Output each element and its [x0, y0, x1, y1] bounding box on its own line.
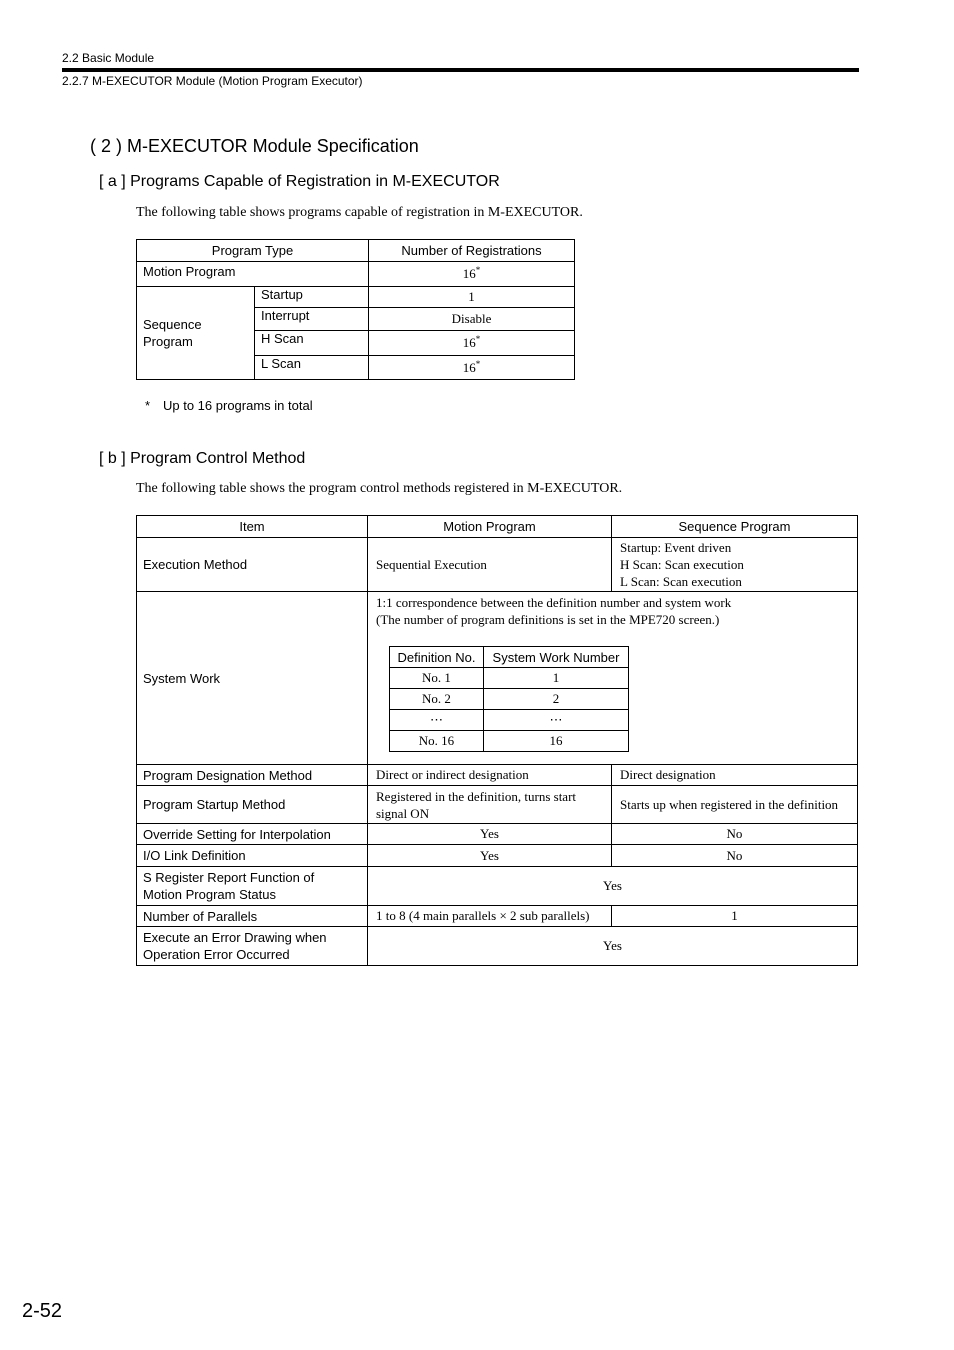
running-header-section: 2.2 Basic Module — [62, 51, 155, 65]
system-work-number-ellipsis: ⋯ — [484, 710, 629, 731]
footnote-mark: * — [145, 398, 151, 413]
sequence-io-link: No — [612, 845, 858, 867]
motion-program-value: 16* — [369, 262, 575, 287]
control-method-table — [136, 515, 858, 966]
page-number: 2-52 — [22, 1300, 63, 1322]
col-header-program-type: Program Type — [137, 240, 369, 262]
definition-table — [389, 646, 629, 752]
item-error-drawing: Execute an Error Drawing when Operation Error Occurred — [137, 927, 368, 966]
item-system-work: System Work — [137, 592, 368, 765]
definition-no-ellipsis: ⋯ — [390, 710, 484, 731]
running-header-subsection: 2.2.7 M-EXECUTOR Module (Motion Program Executor) — [62, 74, 363, 88]
motion-io-link: Yes — [368, 845, 612, 867]
motion-program-label: Motion Program — [137, 262, 369, 287]
part-b-title: [ b ] Program Control Method — [99, 450, 306, 467]
sequence-value-interrupt: Disable — [369, 308, 575, 331]
col-header-motion-program: Motion Program — [368, 516, 612, 538]
motion-parallels: 1 to 8 (4 main parallels × 2 sub parallels) — [368, 906, 612, 927]
s-register-value: Yes — [368, 867, 858, 906]
part-a-title: [ a ] Programs Capable of Registration in M-EXECUTOR — [99, 173, 500, 190]
system-work-number-cell: 1 — [484, 668, 629, 689]
item-override-setting: Override Setting for Interpolation — [137, 824, 368, 845]
error-drawing-value: Yes — [368, 927, 858, 966]
system-work-number-cell: 16 — [484, 731, 629, 752]
system-work-number-cell: 2 — [484, 689, 629, 710]
part-b-intro: The following table shows the program control methods registered in M-EXECUTOR. — [136, 481, 623, 496]
motion-execution-method: Sequential Execution — [368, 538, 612, 592]
footnote-text: Up to 16 programs in total — [163, 398, 313, 413]
col-header-item: Item — [137, 516, 368, 538]
item-io-link-definition: I/O Link Definition — [137, 845, 368, 867]
header-rule — [62, 68, 859, 72]
sequence-value-startup: 1 — [369, 287, 575, 308]
item-number-of-parallels: Number of Parallels — [137, 906, 368, 927]
item-s-register-report: S Register Report Function of Motion Program Status — [137, 867, 368, 906]
sequence-execution-method: Startup: Event driven H Scan: Scan execution L Scan: Scan execution — [612, 538, 858, 592]
sequence-type-startup: Startup — [255, 287, 369, 308]
sequence-startup: Starts up when registered in the definition — [612, 786, 858, 824]
item-program-startup-method: Program Startup Method — [137, 786, 368, 824]
item-program-designation-method: Program Designation Method — [137, 765, 368, 786]
sequence-type-l-scan: L Scan — [255, 356, 369, 380]
footnote — [145, 398, 313, 413]
system-work-content: 1:1 correspondence between the definition number and system work (The number of program definitions is set in the MPE720 screen.) Definition No. System Work Number No. 1 1 No. 2 2 ⋯ ⋯ No. 16 16 — [368, 592, 858, 765]
sequence-designation: Direct designation — [612, 765, 858, 786]
sequence-value-h-scan: 16* — [369, 331, 575, 356]
sequence-program-label: Sequence Program — [137, 287, 255, 380]
sequence-override: No — [612, 824, 858, 845]
motion-designation: Direct or indirect designation — [368, 765, 612, 786]
col-header-number-of-registrations: Number of Registrations — [369, 240, 575, 262]
definition-no-cell: No. 1 — [390, 668, 484, 689]
sequence-type-h-scan: H Scan — [255, 331, 369, 356]
sequence-value-l-scan: 16* — [369, 356, 575, 380]
part-a-intro: The following table shows programs capable of registration in M-EXECUTOR. — [136, 205, 583, 220]
definition-no-cell: No. 16 — [390, 731, 484, 752]
inner-header-system-work-number: System Work Number — [484, 647, 629, 668]
motion-override: Yes — [368, 824, 612, 845]
motion-startup: Registered in the definition, turns start signal ON — [368, 786, 612, 824]
inner-header-definition-no: Definition No. — [390, 647, 484, 668]
registration-table — [136, 239, 575, 380]
item-execution-method: Execution Method — [137, 538, 368, 592]
definition-no-cell: No. 2 — [390, 689, 484, 710]
col-header-sequence-program: Sequence Program — [612, 516, 858, 538]
sequence-parallels: 1 — [612, 906, 858, 927]
section-title: ( 2 ) M-EXECUTOR Module Specification — [90, 136, 419, 156]
sequence-type-interrupt: Interrupt — [255, 308, 369, 331]
